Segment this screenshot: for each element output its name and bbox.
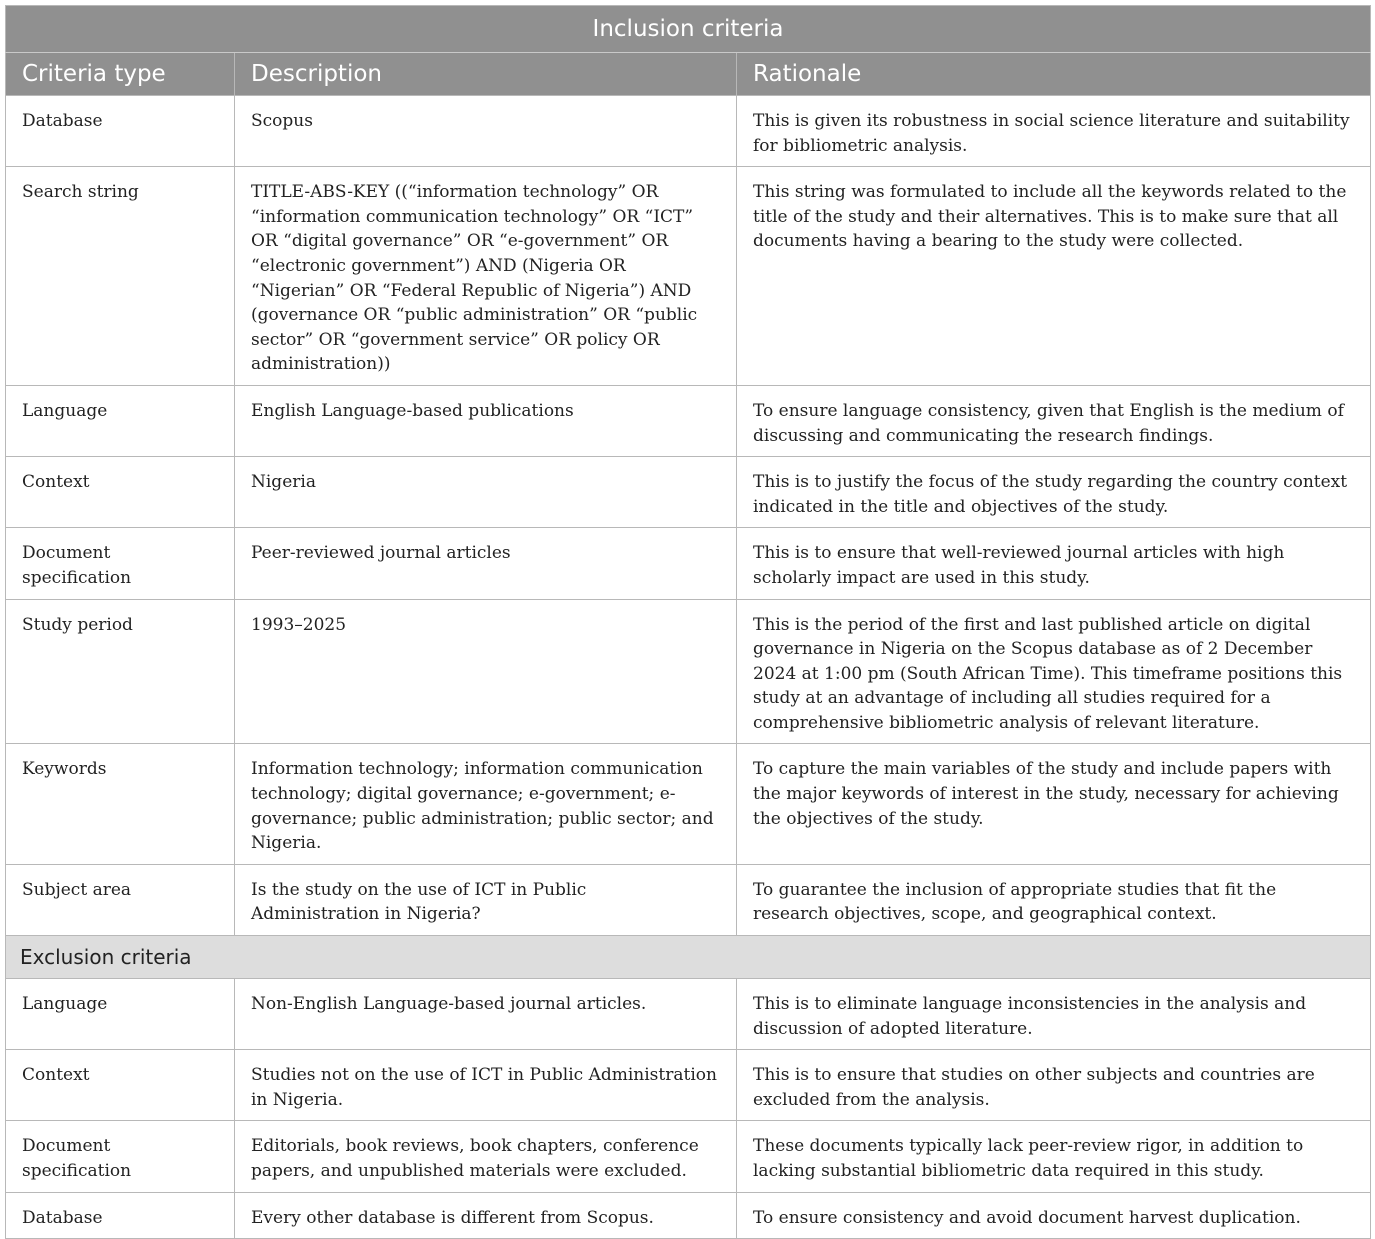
rationale-cell: This is to eliminate language inconsistencies in the analysis and discussion of adopted literature. bbox=[737, 979, 1371, 1050]
description-cell: Is the study on the use of ICT in Public Administration in Nigeria? bbox=[235, 864, 737, 935]
rationale-cell: These documents typically lack peer-review rigor, in addition to lacking substantial bibliometric data required in this study. bbox=[737, 1121, 1371, 1192]
criteria-type-cell: Context bbox=[6, 1050, 235, 1121]
description-cell: English Language-based publications bbox=[235, 385, 737, 456]
rationale-cell: To ensure language consistency, given that English is the medium of discussing and communicating the research findings. bbox=[737, 385, 1371, 456]
criteria-type-cell: Document specification bbox=[6, 1121, 235, 1192]
criteria-type-cell: Database bbox=[6, 1192, 235, 1239]
table-row bbox=[6, 528, 1371, 599]
table-row bbox=[6, 457, 1371, 528]
criteria-table bbox=[5, 5, 1371, 1239]
description-cell: Every other database is different from Scopus. bbox=[235, 1192, 737, 1239]
criteria-type-cell: Language bbox=[6, 385, 235, 456]
criteria-type-cell: Language bbox=[6, 979, 235, 1050]
criteria-table-container bbox=[5, 5, 1370, 1239]
description-cell: 1993–2025 bbox=[235, 599, 737, 744]
description-cell: TITLE-ABS-KEY ((“information technology” OR “information communication technology” OR “ICT” OR “digital governance” OR “e-government” OR “electronic government”) AND (Nigeria OR “Nigerian” OR “Federal Republic of Nigeria”) AND (governance OR “public administration” OR “public sector” OR “government service” OR policy OR administration)) bbox=[235, 167, 737, 386]
rationale-cell: To ensure consistency and avoid document harvest duplication. bbox=[737, 1192, 1371, 1239]
column-header-criteria-type: Criteria type bbox=[6, 53, 235, 96]
criteria-type-cell: Context bbox=[6, 457, 235, 528]
table-row bbox=[6, 1050, 1371, 1121]
criteria-type-cell: Search string bbox=[6, 167, 235, 386]
table-row bbox=[6, 979, 1371, 1050]
rationale-cell: This is to ensure that studies on other subjects and countries are excluded from the analysis. bbox=[737, 1050, 1371, 1121]
inclusion-criteria-title: Inclusion criteria bbox=[6, 6, 1371, 53]
rationale-cell: To capture the main variables of the study and include papers with the major keywords of interest in the study, necessary for achieving the objectives of the study. bbox=[737, 744, 1371, 864]
table-row bbox=[6, 96, 1371, 167]
exclusion-rows bbox=[6, 979, 1371, 1239]
inclusion-rows bbox=[6, 96, 1371, 936]
criteria-type-cell: Database bbox=[6, 96, 235, 167]
table-row bbox=[6, 864, 1371, 935]
table-row bbox=[6, 167, 1371, 386]
table-row bbox=[6, 385, 1371, 456]
rationale-cell: This is to justify the focus of the study regarding the country context indicated in the title and objectives of the study. bbox=[737, 457, 1371, 528]
rationale-cell: To guarantee the inclusion of appropriate studies that fit the research objectives, scope, and geographical context. bbox=[737, 864, 1371, 935]
description-cell: Editorials, book reviews, book chapters, conference papers, and unpublished materials were excluded. bbox=[235, 1121, 737, 1192]
table-row bbox=[6, 1121, 1371, 1192]
table-row bbox=[6, 744, 1371, 864]
rationale-cell: This string was formulated to include all the keywords related to the title of the study and their alternatives. This is to make sure that all documents having a bearing to the study were collected. bbox=[737, 167, 1371, 386]
description-cell: Information technology; information communication technology; digital governance; e-government; e-governance; public administration; public sector; and Nigeria. bbox=[235, 744, 737, 864]
rationale-cell: This is the period of the first and last published article on digital governance in Nigeria on the Scopus database as of 2 December 2024 at 1:00 pm (South African Time). This timeframe positions this study at an advantage of including all studies required for a comprehensive bibliometric analysis of relevant literature. bbox=[737, 599, 1371, 744]
column-header-row bbox=[6, 53, 1371, 96]
exclusion-criteria-title: Exclusion criteria bbox=[6, 936, 1371, 979]
column-header-rationale: Rationale bbox=[737, 53, 1371, 96]
rationale-cell: This is to ensure that well-reviewed journal articles with high scholarly impact are used in this study. bbox=[737, 528, 1371, 599]
rationale-cell: This is given its robustness in social science literature and suitability for bibliometric analysis. bbox=[737, 96, 1371, 167]
description-cell: Nigeria bbox=[235, 457, 737, 528]
table-row bbox=[6, 1192, 1371, 1239]
criteria-type-cell: Study period bbox=[6, 599, 235, 744]
description-cell: Studies not on the use of ICT in Public Administration in Nigeria. bbox=[235, 1050, 737, 1121]
description-cell: Scopus bbox=[235, 96, 737, 167]
column-header-description: Description bbox=[235, 53, 737, 96]
criteria-type-cell: Keywords bbox=[6, 744, 235, 864]
criteria-type-cell: Document specification bbox=[6, 528, 235, 599]
description-cell: Peer-reviewed journal articles bbox=[235, 528, 737, 599]
table-row bbox=[6, 599, 1371, 744]
description-cell: Non-English Language-based journal articles. bbox=[235, 979, 737, 1050]
criteria-type-cell: Subject area bbox=[6, 864, 235, 935]
exclusion-section-row bbox=[6, 936, 1371, 979]
